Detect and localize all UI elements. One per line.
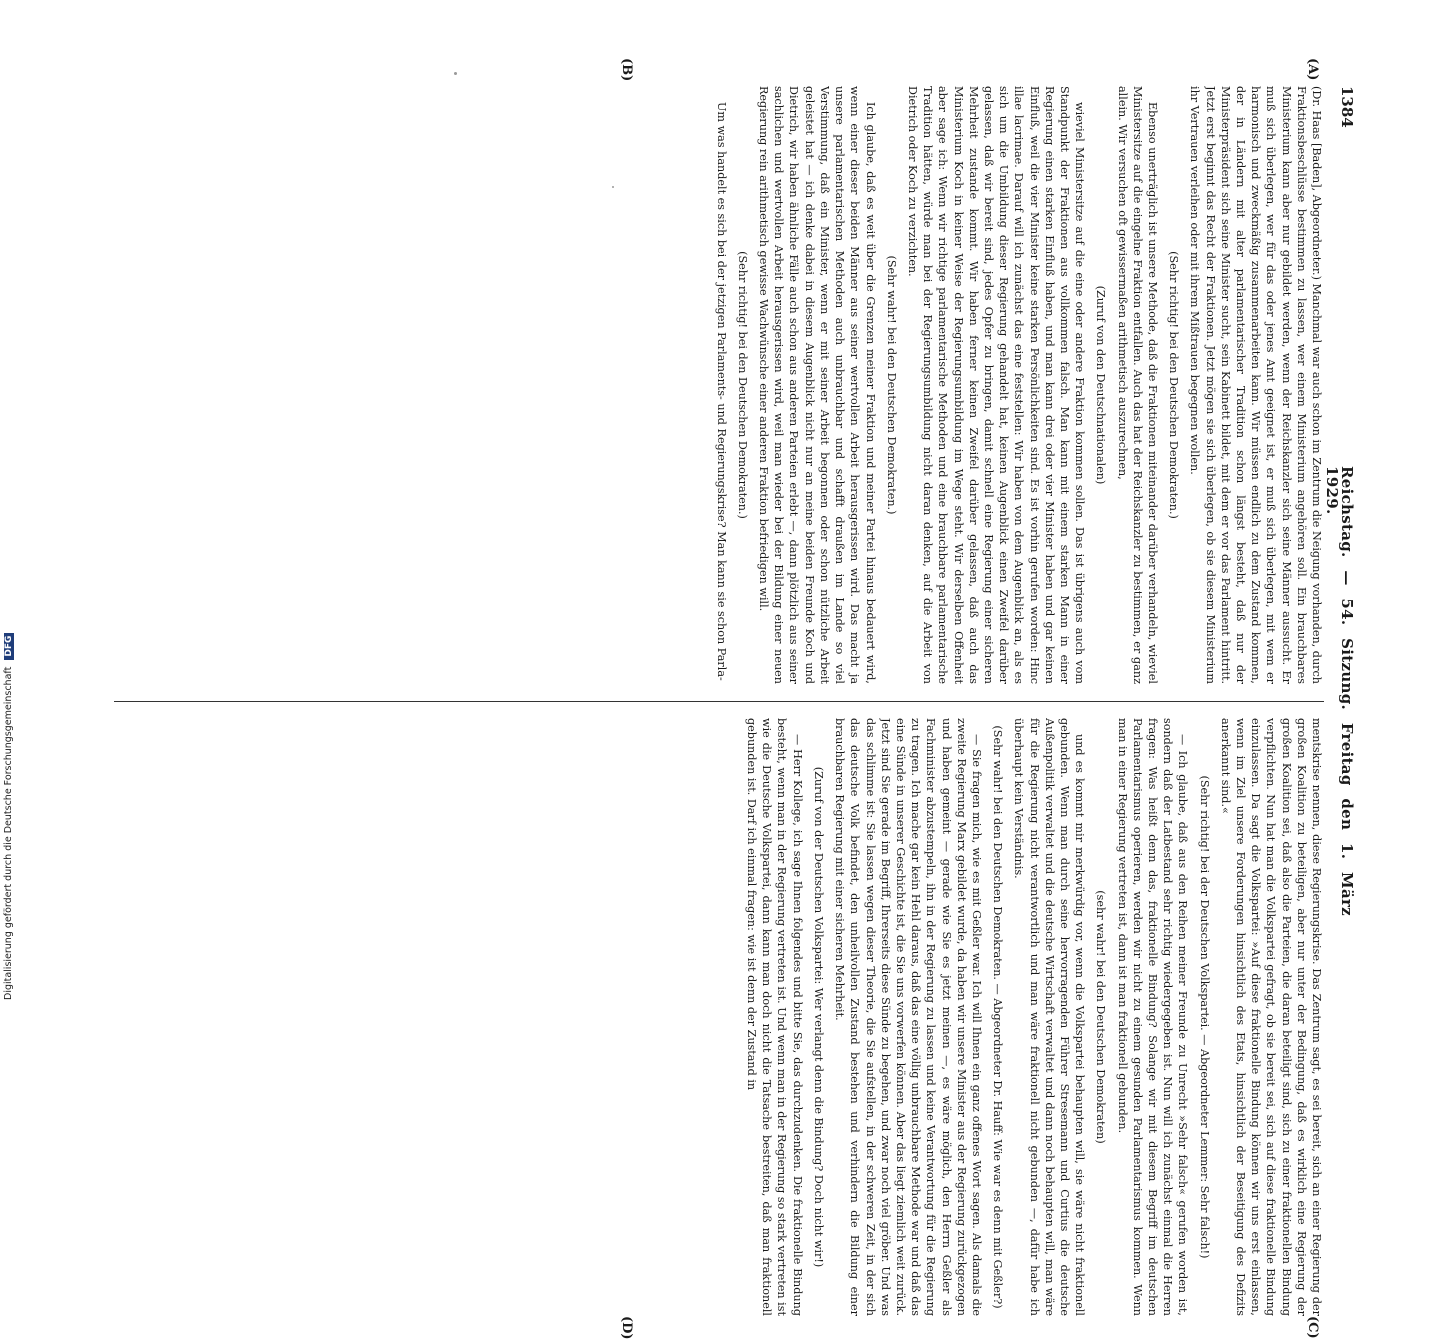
interjection: (sehr wahr! bei den Deutschen Demokraten) [1094,890,1108,1144]
left-column [114,86,1324,684]
page-header [1322,86,1356,916]
margin-mark-c: (C) [1305,1316,1320,1339]
interjection: (Zuruf von der Deutschen Volkspartei: Wer verlangt denn die Bindung? Doch nicht wir!) [811,766,825,1268]
scanned-page [104,58,1356,1340]
digitization-credit [3,633,14,1000]
interjection: (Sehr richtig! bei der Deutschen Volkspartei. — Abgeordneter Lemmer: Sehr falsch!) [1197,775,1211,1259]
interjection: (Sehr richtig! bei den Deutschen Demokraten.) [1167,251,1181,519]
paragraph: Um was handelt es sich bei der jetzigen Parlaments- und Regierungskrise? Man kann sie schon Parla- [714,102,728,681]
paragraph: (Dr. Haas [Baden], Abgeordneter.) Manchmal war auch schon im Zentrum die Neigung vorhanden, durch Fraktionsbeschlüsse bestimmen zu lassen, wer einem Ministerium angehören soll. Ein brauchbares Ministerium kann aber nur gebildet werden, wenn der Reichskanzler sich seine Männer aussucht. Er muß sich überlegen, wer für das oder jenes Amt geeignet ist, er muß sich überlegen, mit wem er harmonisch und zweckmäßig zusammenarbeiten kann. Wir müssen endlich zu dem Zustand kommen, der in Ländern mit alter parlamentarischer Tradition schon längst besteht, daß nur der Ministerpräsident sich seine Minister sucht, sein Kabinett bildet, mit dem er vor das Parlament hintritt. Jetzt erst beginnt das Recht der Fraktionen. Jetzt mögen sie sich überlegen, ob sie diesem Ministerium ihr Vertrauen verleihen oder mit ihrem Mißtrauen begegnen wollen. [1188,86,1323,684]
interjection: (Sehr richtig! bei den Deutschen Demokraten.) [735,251,749,519]
column-divider [114,701,1324,702]
paragraph: — Ich glaube, daß aus den Reihen meiner Freunde zu Unrecht »Sehr falsch« gerufen worden ist, sondern daß der Latbestand sehr richtig wiedergegeben ist. Nun will ich zunächst einmal die Herren fragen: Was heißt denn das, fraktionelle Bindung? Solange wir mit diesem Begriff im deutschen Parlamentarismus operieren, werden wir nicht zu einem gesunden Parlamentarismus kommen. Wenn man in einer Regierung vertreten ist, dann ist man fraktionell gebunden. [1115,718,1190,1316]
paragraph: Ebenso unerträglich ist unsere Methode, daß die Fraktionen miteinander darüber verhandeln, wieviel Ministersitze auf die eingelne Fraktion entfallen. Auch das hat der Reichskanzler zu bestimmen, er ganz allein. Wir versuchen oft gewissermaßen arithmetisch auszurechnen, [1115,86,1159,684]
margin-mark-b: (B) [619,58,634,82]
page-number: 1384 [1338,86,1356,128]
scan-speck [454,72,457,75]
interjection: (Sehr wahr! bei den Deutschen Demokraten. — Abgeordneter Dr. Hauff: Wie war es denn mit Geßler?) [991,725,1005,1309]
margin-mark-a: (A) [1305,58,1320,81]
interjection: (Zuruf von den Deutschnationalen) [1094,285,1108,485]
right-column [114,718,1324,1316]
dfg-logo: DFG [4,633,14,660]
paragraph: und es kommt mir merkwürdig vor, wenn die Volkspartei behaupten will, sie wäre nicht fraktionell gebunden. Wenn man durch seine hervorragenden Führer Stresemann und Curtius die deutsche Außenpolitik verwaltet und die deutsche Wirtschaft verwaltet und dann noch behaupten will, man wäre für die Regierung nicht verantwortlich und man wäre fraktionell nicht gebunden —, dafür habe ich überhaupt kein Verständnis. [1012,718,1087,1316]
scan-speck [612,186,614,188]
paragraph: wieviel Ministersitze auf die eine oder andere Fraktion kommen sollen. Das ist übrigens auch vom Standpunkt der Fraktionen aus vollkommen falsch. Man kann mit einem starken Mann in einer Regierung einen starken Einfluß haben, und man kann drei oder vier Minister haben und gar keinen Einfluß, weil die vier Minister keine starken Persönlichkeiten sind. Es ist vorhin gerufen worden: Hinc illae lacrimae. Darauf will ich zunächst das eine feststellen: Wir haben von dem Augenblick an, als es sich um die Umbildung dieser Regierung gehandelt hat, keinen Augenblick einen Zweifel darüber gelassen, daß wir bereit sind, jedes Opfer zu bringen, damit schnell eine Regierung einer sicheren Mehrheit zustande kommt. Wir haben ferner keinen Zweifel darüber gelassen, daß auch das Ministerium Koch in keiner Weise der Regierungsumbildung im Wege steht. Wir derselben Offenheit aber sage ich: Wenn wir richtige parlamentarische Methoden und eine brauchbare parlamentarische Tradition hätten, würde man bei der Regierungsumbildung nicht daran denken, auf die Arbeit von Dietrich oder Koch zu verzichten. [905,86,1087,684]
running-head: Reichstag. — 54. Sitzung. Freitag den 1. März 1929. [1322,466,1356,916]
margin-mark-d: (D) [619,1316,634,1340]
paragraph: Ich glaube, daß es weit über die Grenzen meiner Fraktion und meiner Partei hinaus bedauert wird, wenn einer dieser beiden Männer aus seiner wertvollen Arbeit herausgerissen wird. Das macht ja unsere parlamentarischen Methoden auch unbrauchbar und schafft draußen im Lande so viel Verstimmung, daß ein Minister, wenn er mit seiner Arbeit begonnen oder schon nützliche Arbeit geleistet hat — ich denke dabei in diesem Augenblick nicht nur an meine beiden Freunde Koch und Dietrich, wir haben ähnliche Fälle auch schon aus anderen Parteien erlebt —, dann plötzlich aus seiner sachlichen und wertvollen Arbeit herausgerissen wird, weil man wieder bei der Bildung einer neuen Regierung rein arithmetisch gewisse Wachwünsche einer anderen Fraktion befriedigen will. [757,86,877,684]
digitization-note: Digitalisierung gefördert durch die Deutsche Forschungsgemeinschaft [3,666,14,1000]
paragraph: mentskrise nennen, diese Regierungskrise. Das Zentrum sagt, es sei bereit, sich an einer Regierung der großen Koalition zu beteiligen, aber nur unter der Bedingung, daß es wirklich eine Regierung der großen Koalition sei, daß also die Parteien, die daran beteiligt sind, sich zu einer fraktionellen Bindung verpflichten. Nun hat man die Volkspartei gefragt, ob sie bereit sei, sich auf diese fraktionelle Bindung einzulassen. Da sagt die Volkspartei: »Auf diese fraktionelle Bindung können wir uns erst einlassen, wenn im Ziel unsere Forderungen hinsichtlich des Etats, hinsichtlich der Beseitigung des Defizits anerkannt sind.« [1218,718,1323,1316]
paragraph: — Herr Kollege, ich sage Ihnen folgendes und bitte Sie, das durchzudenken. Die fraktionelle Bindung besteht, wenn man in der Regierung vertreten ist. Und wenn man in der Regierung so stark vertreten ist wie die Deutsche Volkspartei, dann kann man doch nicht die Tatsache bestreiten, daß man fraktionell gebunden ist. Darf ich einmal fragen: wie ist denn der Zustand in [745,718,804,1316]
paragraph: — Sie fragen mich, wie es mit Geßler war. Ich will Ihnen ein ganz offenes Wort sagen. Als damals die zweite Regierung Marx gebildet wurde, da haben wir unsere Minister aus der Regierung zurückgezogen und haben gemeint — gerade wie Sie es jetzt meinen —, es wäre möglich, den Herrn Geßler als Fachminister abzustempeln, ihn in der Regierung zu lassen und keine Verantwortung für die Regierung zu tragen. Ich mache gar kein Hehl daraus, daß das eine völlig unbrauchbare Methode war und daß das eine Sünde in unserer Geschichte ist, die Sie uns vorwerfen können. Aber das liegt ziemlich weit zurück. Jetzt sind Sie gerade im Begriff, Ihrerseits diese Sünde zu begehen, und zwar noch viel gröber. Und was das schlimme ist: Sie lassen wegen dieser Theorie, die Sie aufstellen, in der schweren Zeit, in der sich das deutsche Volk befindet, den unheilvollen Zustand bestehen und verhindern die Bildung einer brauchbaren Regierung mit einer sicheren Mehrheit. [833,718,983,1316]
interjection: (Sehr wahr! bei den Deutschen Demokraten.) [884,255,898,515]
